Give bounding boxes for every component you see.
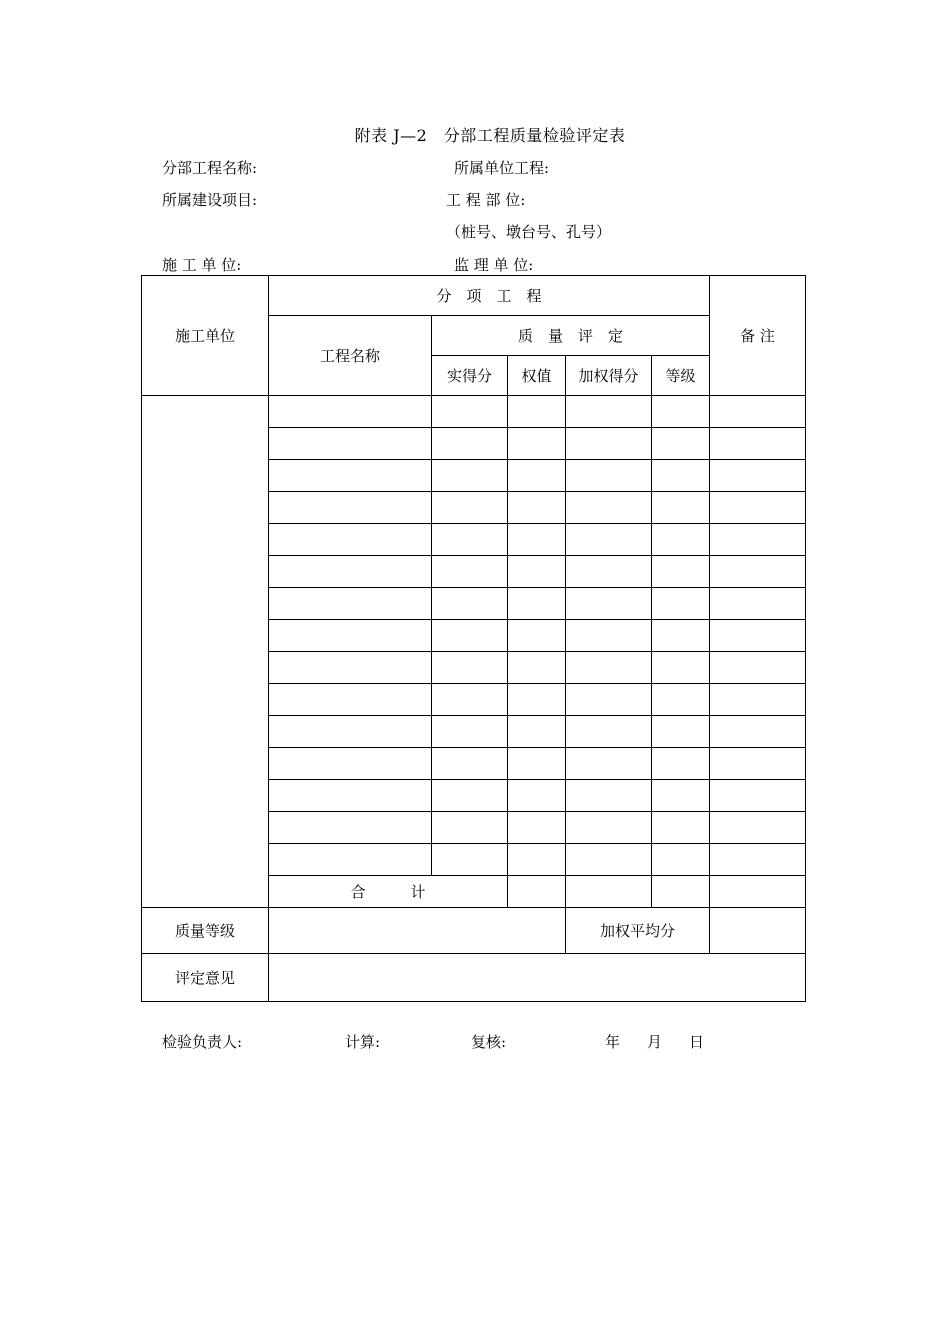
- header-quality-eval: 质 量 评 定: [432, 316, 710, 356]
- weight-cell[interactable]: [508, 812, 566, 844]
- weighted-avg-value[interactable]: [710, 908, 806, 954]
- weighted-score-cell[interactable]: [566, 588, 652, 620]
- weighted-score-cell[interactable]: [566, 716, 652, 748]
- project-name-cell[interactable]: [269, 716, 432, 748]
- header-actual-score: 实得分: [432, 356, 508, 396]
- weighted-score-cell[interactable]: [566, 844, 652, 876]
- remarks-cell[interactable]: [710, 396, 806, 428]
- header-sub-project: 分 项 工 程: [269, 276, 710, 316]
- remarks-cell[interactable]: [710, 588, 806, 620]
- day-label: 日: [689, 1033, 705, 1051]
- project-name-cell[interactable]: [269, 460, 432, 492]
- grade-cell[interactable]: [652, 844, 710, 876]
- header-project-name: 工程名称: [269, 316, 432, 396]
- actual-score-cell[interactable]: [432, 620, 508, 652]
- calc-label: 计算:: [345, 1033, 381, 1051]
- project-name-cell[interactable]: [269, 588, 432, 620]
- remarks-cell[interactable]: [710, 780, 806, 812]
- constructor-label: 施 工 单 位:: [162, 256, 242, 274]
- division-name-label: 分部工程名称:: [162, 159, 258, 177]
- grade-cell[interactable]: [652, 780, 710, 812]
- grade-cell[interactable]: [652, 588, 710, 620]
- remarks-cell[interactable]: [710, 716, 806, 748]
- weight-cell[interactable]: [508, 748, 566, 780]
- total-label: 合 计: [269, 876, 508, 908]
- actual-score-cell[interactable]: [432, 684, 508, 716]
- actual-score-cell[interactable]: [432, 396, 508, 428]
- opinion-row: [142, 954, 806, 1002]
- weighted-score-cell[interactable]: [566, 428, 652, 460]
- quality-grade-row: [142, 908, 806, 954]
- actual-score-cell[interactable]: [432, 588, 508, 620]
- project-name-cell[interactable]: [269, 556, 432, 588]
- location-label: 工 程 部 位:: [446, 191, 526, 209]
- construction-project-label: 所属建设项目:: [162, 191, 258, 209]
- header-weight: 权值: [508, 356, 566, 396]
- project-name-cell[interactable]: [269, 780, 432, 812]
- grade-cell[interactable]: [652, 524, 710, 556]
- grade-cell[interactable]: [652, 812, 710, 844]
- weight-cell[interactable]: [508, 684, 566, 716]
- header-remarks: 备 注: [710, 276, 806, 396]
- weighted-score-cell[interactable]: [566, 492, 652, 524]
- remarks-cell[interactable]: [710, 620, 806, 652]
- weighted-score-cell[interactable]: [566, 812, 652, 844]
- remarks-cell[interactable]: [710, 492, 806, 524]
- grade-cell[interactable]: [652, 620, 710, 652]
- weight-cell[interactable]: [508, 428, 566, 460]
- header-construction-unit: 施工单位: [142, 276, 269, 396]
- quality-grade-value[interactable]: [269, 908, 566, 954]
- weight-cell[interactable]: [508, 620, 566, 652]
- project-name-cell[interactable]: [269, 492, 432, 524]
- grade-cell[interactable]: [652, 684, 710, 716]
- grade-cell[interactable]: [652, 460, 710, 492]
- weighted-avg-label: 加权平均分: [566, 908, 710, 954]
- weighted-score-cell[interactable]: [566, 780, 652, 812]
- project-name-cell[interactable]: [269, 524, 432, 556]
- weighted-score-cell[interactable]: [566, 396, 652, 428]
- weight-cell[interactable]: [508, 492, 566, 524]
- inspector-label: 检验负责人:: [162, 1033, 243, 1051]
- opinion-value[interactable]: [269, 954, 806, 1002]
- project-name-cell[interactable]: [269, 844, 432, 876]
- weight-cell[interactable]: [508, 844, 566, 876]
- actual-score-cell[interactable]: [432, 716, 508, 748]
- weight-cell[interactable]: [508, 780, 566, 812]
- project-name-cell[interactable]: [269, 652, 432, 684]
- weighted-score-cell[interactable]: [566, 556, 652, 588]
- remarks-cell[interactable]: [710, 652, 806, 684]
- grade-cell[interactable]: [652, 428, 710, 460]
- grade-cell[interactable]: [652, 748, 710, 780]
- actual-score-cell[interactable]: [432, 428, 508, 460]
- year-label: 年: [605, 1033, 621, 1051]
- project-name-cell[interactable]: [269, 620, 432, 652]
- grade-cell[interactable]: [652, 396, 710, 428]
- actual-score-cell[interactable]: [432, 556, 508, 588]
- supervisor-label: 监 理 单 位:: [454, 256, 534, 274]
- quality-grade-label: 质量等级: [142, 908, 269, 954]
- weight-cell[interactable]: [508, 396, 566, 428]
- remarks-cell[interactable]: [710, 524, 806, 556]
- unit-project-label: 所属单位工程:: [454, 159, 550, 177]
- actual-score-cell[interactable]: [432, 460, 508, 492]
- project-name-cell[interactable]: [269, 396, 432, 428]
- header-grade: 等级: [652, 356, 710, 396]
- grade-cell[interactable]: [652, 716, 710, 748]
- actual-score-cell[interactable]: [432, 652, 508, 684]
- opinion-label: 评定意见: [142, 954, 269, 1002]
- review-label: 复核:: [471, 1033, 507, 1051]
- location-note: （桩号、墩台号、孔号）: [446, 223, 612, 241]
- remarks-cell[interactable]: [710, 428, 806, 460]
- weight-cell[interactable]: [508, 716, 566, 748]
- weighted-score-cell[interactable]: [566, 652, 652, 684]
- grade-cell[interactable]: [652, 556, 710, 588]
- weight-cell[interactable]: [508, 556, 566, 588]
- project-name-cell[interactable]: [269, 428, 432, 460]
- project-name-cell[interactable]: [269, 812, 432, 844]
- remarks-cell[interactable]: [710, 684, 806, 716]
- remarks-cell[interactable]: [710, 556, 806, 588]
- weighted-score-cell[interactable]: [566, 524, 652, 556]
- grade-cell[interactable]: [652, 652, 710, 684]
- weighted-score-cell[interactable]: [566, 620, 652, 652]
- weight-cell[interactable]: [508, 460, 566, 492]
- actual-score-cell[interactable]: [432, 780, 508, 812]
- evaluation-table: [141, 275, 806, 1002]
- weight-cell[interactable]: [508, 652, 566, 684]
- project-name-cell[interactable]: [269, 748, 432, 780]
- actual-score-cell[interactable]: [432, 492, 508, 524]
- actual-score-cell[interactable]: [432, 812, 508, 844]
- total-weight-cell[interactable]: [508, 876, 566, 908]
- weighted-score-cell[interactable]: [566, 748, 652, 780]
- actual-score-cell[interactable]: [432, 748, 508, 780]
- remarks-cell[interactable]: [710, 748, 806, 780]
- total-remarks-cell[interactable]: [710, 876, 806, 908]
- weighted-score-cell[interactable]: [566, 684, 652, 716]
- remarks-cell[interactable]: [710, 460, 806, 492]
- remarks-cell[interactable]: [710, 844, 806, 876]
- form-title: 附表 J—2 分部工程质量检验评定表: [354, 126, 626, 145]
- weight-cell[interactable]: [508, 524, 566, 556]
- actual-score-cell[interactable]: [432, 524, 508, 556]
- total-weighted-score-cell[interactable]: [566, 876, 652, 908]
- grade-cell[interactable]: [652, 492, 710, 524]
- weighted-score-cell[interactable]: [566, 460, 652, 492]
- construction-unit-cell[interactable]: [142, 396, 269, 908]
- project-name-cell[interactable]: [269, 684, 432, 716]
- actual-score-cell[interactable]: [432, 844, 508, 876]
- total-grade-cell[interactable]: [652, 876, 710, 908]
- weight-cell[interactable]: [508, 588, 566, 620]
- table-row: [142, 396, 806, 428]
- header-weighted-score: 加权得分: [566, 356, 652, 396]
- month-label: 月: [647, 1033, 663, 1051]
- remarks-cell[interactable]: [710, 812, 806, 844]
